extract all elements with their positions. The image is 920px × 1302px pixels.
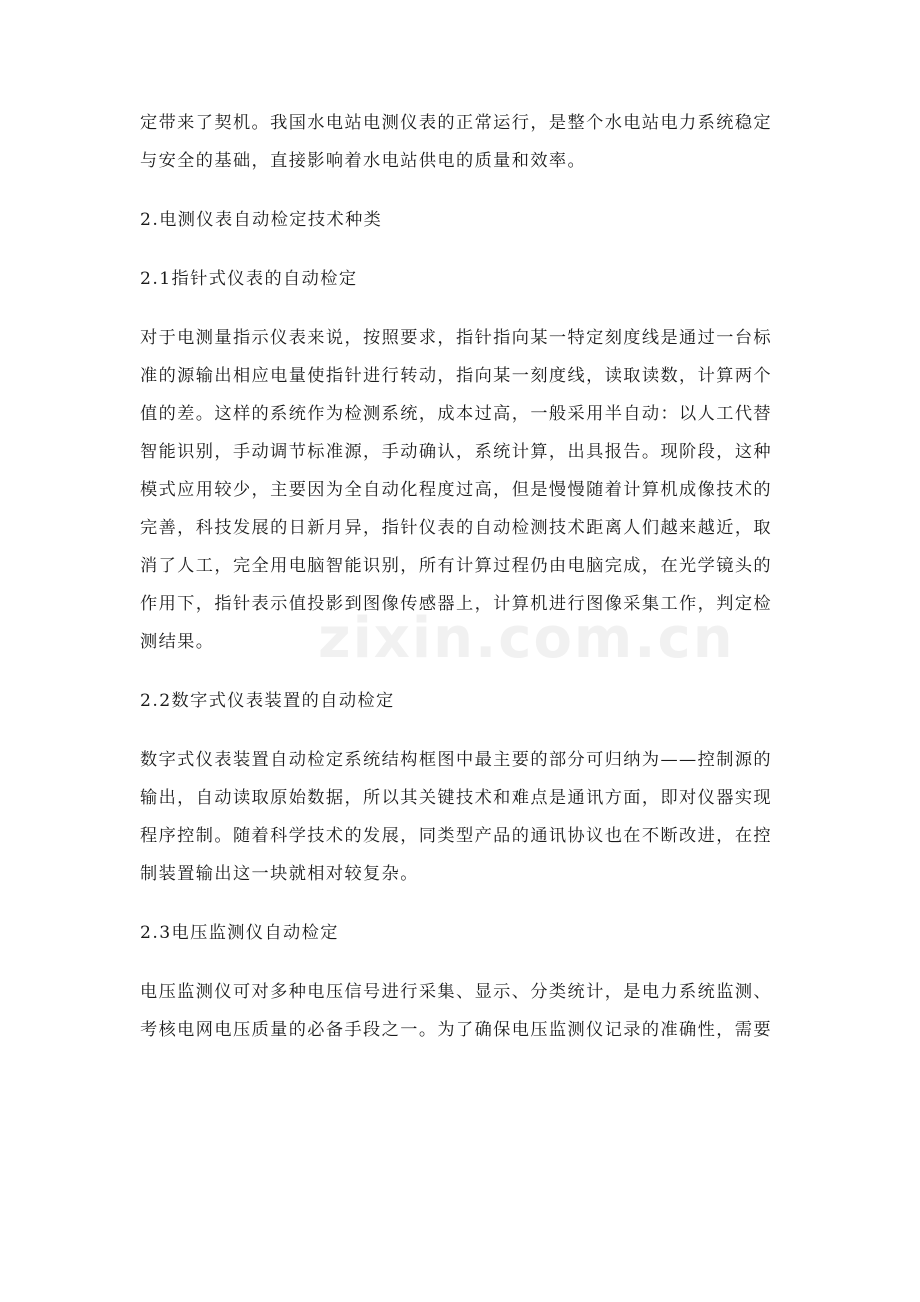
paragraph-voltage-monitor: 电压监测仪可对多种电压信号进行采集、显示、分类统计，是电力系统监测、考核电网电压质量的必备手段之一。为了确保电压监测仪记录的准确性，需要 [140,982,772,1040]
section-heading-2-3: 2.3电压监测仪自动检定 [140,923,339,943]
paragraph-pointer-instruments: 对于电测量指示仪表来说，按照要求，指针指向某一特定刻度线是通过一台标准的源输出相应电量使指针进行转动，指向某一刻度线，读取读数，计算两个值的差。这样的系统作为检测系统，成本过高，一般采用半自动：以人工代替智能识别，手动调节标准源，手动确认，系统计算，出具报告。现阶段，这种模式应用较少，主要因为全自动化程度过高，但是慢慢随着计算机成像技术的完善，科技发展的日新月异，指针仪表的自动检测技术距离人们越来越近，取消了人工，完全用电脑智能识别，所有计算过程仍由电脑完成，在光学镜头的作用下，指针表示值投影到图像传感器上，计算机进行图像采集工作，判定检测结果。 [140,328,772,652]
document-body [140,104,772,1049]
paragraph-digital-instruments: 数字式仪表装置自动检定系统结构框图中最主要的部分可归纳为——控制源的输出，自动读取原始数据，所以其关键技术和难点是通讯方面，即对仪器实现程序控制。随着科学技术的发展，同类型产品的通讯协议也在不断改进，在控制装置输出这一块就相对较复杂。 [140,750,772,884]
section-heading-2-1: 2.1指针式仪表的自动检定 [140,269,358,289]
section-heading-2: 2.电测仪表自动检定技术种类 [140,210,383,230]
paragraph-intro-continuation: 定带来了契机。我国水电站电测仪表的正常运行，是整个水电站电力系统稳定与安全的基础，直接影响着水电站供电的质量和效率。 [140,113,772,171]
watermark: zixin.com.cn [318,606,735,671]
section-heading-2-2: 2.2数字式仪表装置的自动检定 [140,691,395,711]
